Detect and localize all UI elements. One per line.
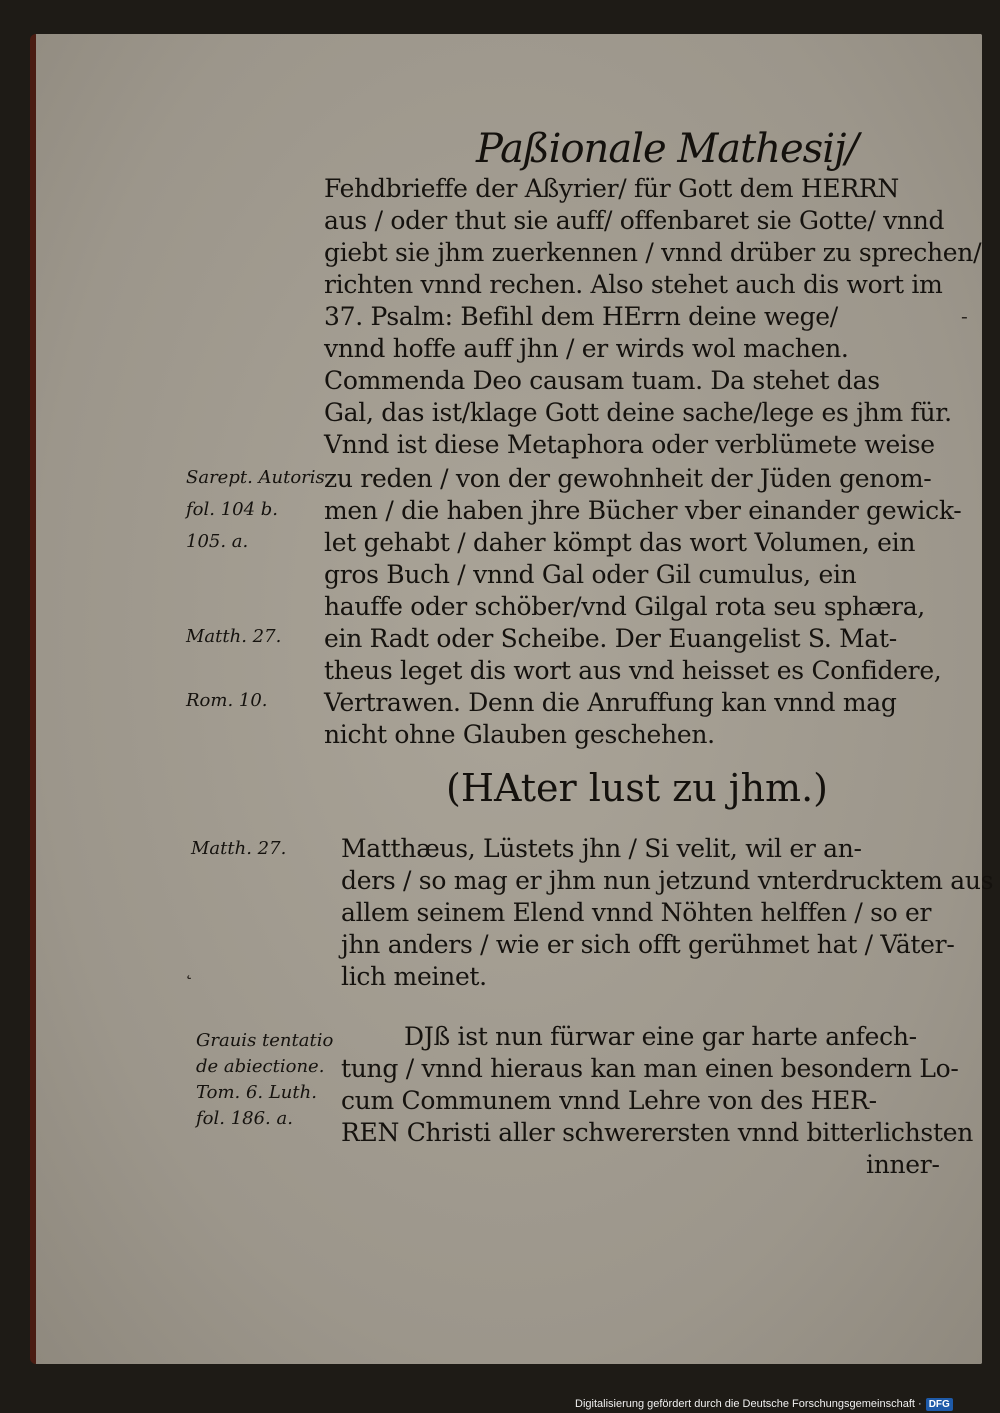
text-line: ein Radt oder Scheibe. Der Euangelist S. Mat- bbox=[324, 624, 897, 653]
margin-note: Grauis tentatio bbox=[196, 1030, 334, 1051]
ink-speck: - bbox=[961, 304, 968, 328]
text-line: ders / so mag er jhm nun jetzund vnterdrucktem aus bbox=[341, 866, 994, 895]
text-line: Commenda Deo causam tuam. Da stehet das bbox=[324, 366, 880, 395]
text-line: aus / oder thut sie auff/ offenbaret sie Gotte/ vnnd bbox=[324, 206, 945, 235]
footer-text: Digitalisierung gefördert durch die Deutsche Forschungsgemeinschaft · bbox=[575, 1398, 922, 1410]
margin-note: fol. 186. a. bbox=[196, 1108, 293, 1129]
text-line: tung / vnnd hieraus kan man einen besondern Lo- bbox=[341, 1054, 959, 1083]
text-line: DJß ist nun fürwar eine gar harte anfech- bbox=[404, 1022, 917, 1051]
margin-note: 105. a. bbox=[186, 531, 249, 552]
margin-note: de abiectione. bbox=[196, 1056, 325, 1077]
text-line: giebt sie jhm zuerkennen / vnnd drüber zu sprechen/ bbox=[324, 238, 982, 267]
text-line: cum Communem vnnd Lehre von des HER- bbox=[341, 1086, 877, 1115]
text-line: gros Buch / vnnd Gal oder Gil cumulus, ein bbox=[324, 560, 857, 589]
footer-credit bbox=[575, 1395, 953, 1413]
text-line: richten vnnd rechen. Also stehet auch dis wort im bbox=[324, 270, 943, 299]
running-header: Paßionale Mathesij/ bbox=[476, 126, 858, 172]
section-heading: (HAter lust zu jhm.) bbox=[446, 766, 828, 810]
margin-note: Tom. 6. Luth. bbox=[196, 1082, 317, 1103]
text-line: let gehabt / daher kömpt das wort Volumen, ein bbox=[324, 528, 916, 557]
text-line: men / die haben jhre Bücher vber einander gewick- bbox=[324, 496, 962, 525]
text-line: nicht ohne Glauben geschehen. bbox=[324, 720, 715, 749]
text-line: Vnnd ist diese Metaphora oder verblümete weise bbox=[324, 430, 935, 459]
text-line: lich meinet. bbox=[341, 962, 487, 991]
text-line: 37. Psalm: Befihl dem HErrn deine wege/ bbox=[324, 302, 838, 331]
dfg-logo-icon: DFG bbox=[926, 1398, 953, 1411]
text-line: hauffe oder schöber/vnd Gilgal rota seu sphæra, bbox=[324, 592, 925, 621]
margin-note: Matth. 27. bbox=[191, 838, 287, 859]
margin-note: Matth. 27. bbox=[186, 626, 282, 647]
text-line: theus leget dis wort aus vnd heisset es Confidere, bbox=[324, 656, 942, 685]
text-line: vnnd hoffe auff jhn / er wirds wol machen. bbox=[324, 334, 849, 363]
text-line: Vertrawen. Denn die Anruffung kan vnnd mag bbox=[324, 688, 897, 717]
text-line: allem seinem Elend vnnd Nöhten helffen / so er bbox=[341, 898, 932, 927]
text-line: jhn anders / wie er sich offt gerühmet hat / Väter- bbox=[341, 930, 955, 959]
margin-note: Rom. 10. bbox=[186, 690, 268, 711]
text-line: Gal, das ist/klage Gott deine sache/lege es jhm für. bbox=[324, 398, 952, 427]
text-line: Matthæus, Lüstets jhn / Si velit, wil er an- bbox=[341, 834, 862, 863]
book-page bbox=[30, 34, 994, 1364]
text-line: REN Christi aller schwerersten vnnd bitterlichsten bbox=[341, 1118, 973, 1147]
text-line: Fehdbrieffe der Aßyrier/ für Gott dem HERRN bbox=[324, 174, 899, 203]
text-line: zu reden / von der gewohnheit der Jüden genom- bbox=[324, 464, 932, 493]
margin-note: Sarept. Autoris bbox=[186, 467, 325, 488]
ink-speck: ˛ bbox=[184, 956, 194, 980]
margin-note: fol. 104 b. bbox=[186, 499, 279, 520]
text-line: inner- bbox=[866, 1150, 940, 1179]
